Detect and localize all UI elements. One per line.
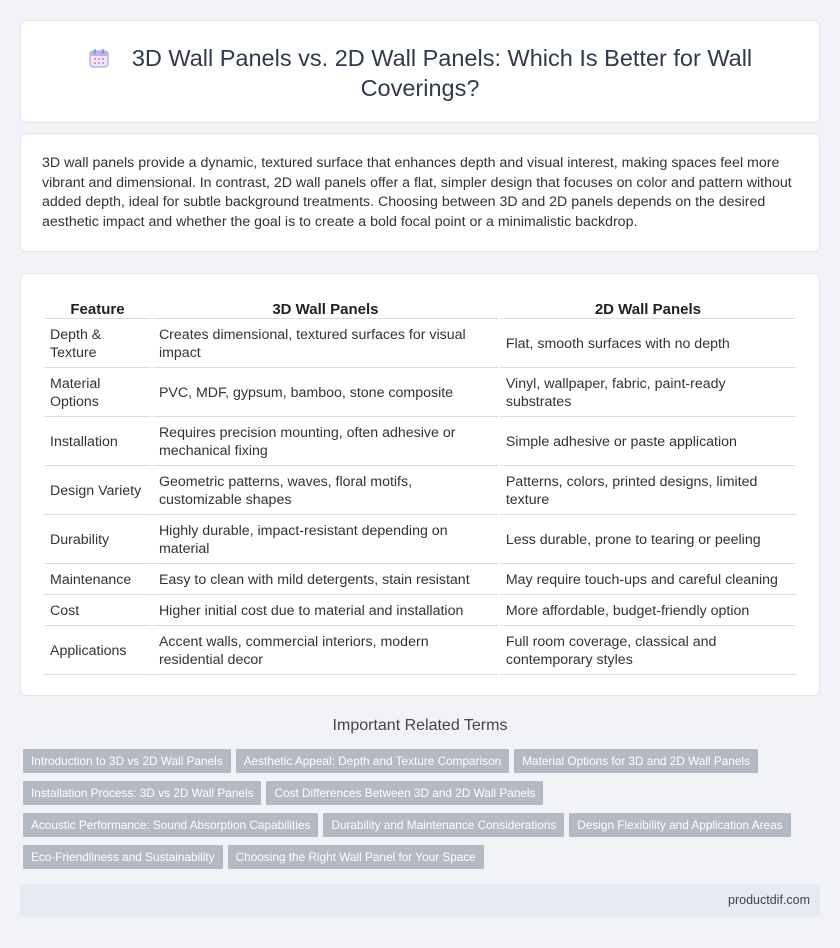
related-term-tag[interactable]: Eco-Friendliness and Sustainability xyxy=(23,845,223,869)
footer-site[interactable]: productdif.com xyxy=(728,893,810,907)
table-row xyxy=(44,628,796,675)
cell-3d: Higher initial cost due to material and installation xyxy=(153,597,498,626)
table-header-row xyxy=(44,297,796,319)
table-row xyxy=(44,517,796,564)
related-term-tag[interactable]: Introduction to 3D vs 2D Wall Panels xyxy=(23,749,231,773)
title-card xyxy=(20,20,820,123)
table-row xyxy=(44,468,796,515)
cell-3d: Accent walls, commercial interiors, modern residential decor xyxy=(153,628,498,675)
header-2d: 2D Wall Panels xyxy=(500,297,796,319)
tag-row xyxy=(23,749,823,781)
cell-3d: Easy to clean with mild detergents, stain resistant xyxy=(153,566,498,595)
cell-feature: Design Variety xyxy=(44,468,151,515)
cell-2d: Patterns, colors, printed designs, limited texture xyxy=(500,468,796,515)
related-term-tag[interactable]: Design Flexibility and Application Areas xyxy=(569,813,790,837)
table-row xyxy=(44,597,796,626)
tag-row xyxy=(23,845,823,877)
cell-2d: May require touch-ups and careful cleaning xyxy=(500,566,796,595)
table-row xyxy=(44,370,796,417)
cell-feature: Maintenance xyxy=(44,566,151,595)
related-term-tag[interactable]: Acoustic Performance: Sound Absorption Capabilities xyxy=(23,813,318,837)
cell-feature: Durability xyxy=(44,517,151,564)
intro-card xyxy=(20,133,820,252)
cell-2d: Full room coverage, classical and contemporary styles xyxy=(500,628,796,675)
cell-2d: Flat, smooth surfaces with no depth xyxy=(500,321,796,368)
cell-3d: Requires precision mounting, often adhesive or mechanical fixing xyxy=(153,419,498,466)
related-term-tag[interactable]: Cost Differences Between 3D and 2D Wall Panels xyxy=(266,781,543,805)
related-terms-title: Important Related Terms xyxy=(332,717,508,734)
cell-3d: Highly durable, impact-resistant depending on material xyxy=(153,517,498,564)
header-feature: Feature xyxy=(44,297,151,319)
table-row xyxy=(44,566,796,595)
cell-2d: Less durable, prone to tearing or peeling xyxy=(500,517,796,564)
page-title: 3D Wall Panels vs. 2D Wall Panels: Which Is Better for Wall Coverings? xyxy=(131,45,753,101)
related-term-tag[interactable]: Aesthetic Appeal: Depth and Texture Comparison xyxy=(236,749,510,773)
tag-row xyxy=(23,781,823,813)
cell-2d: Vinyl, wallpaper, fabric, paint-ready substrates xyxy=(500,370,796,417)
cell-feature: Installation xyxy=(44,419,151,466)
cell-feature: Cost xyxy=(44,597,151,626)
related-term-tag[interactable]: Installation Process: 3D vs 2D Wall Panels xyxy=(23,781,261,805)
related-term-tag[interactable]: Durability and Maintenance Considerations xyxy=(323,813,564,837)
comparison-card xyxy=(20,273,820,696)
cell-3d: Creates dimensional, textured surfaces for visual impact xyxy=(153,321,498,368)
related-terms-tags xyxy=(23,749,823,877)
header-3d: 3D Wall Panels xyxy=(153,297,498,319)
cell-2d: More affordable, budget-friendly option xyxy=(500,597,796,626)
page-title-wrap xyxy=(21,43,819,103)
cell-feature: Depth & Texture xyxy=(44,321,151,368)
cell-3d: PVC, MDF, gypsum, bamboo, stone composite xyxy=(153,370,498,417)
tag-row xyxy=(23,813,823,845)
cell-feature: Applications xyxy=(44,628,151,675)
footer xyxy=(20,884,820,917)
cell-feature: Material Options xyxy=(44,370,151,417)
intro-paragraph: 3D wall panels provide a dynamic, textured surface that enhances depth and visual interest, making spaces feel more vibrant and dimensional. In contrast, 2D wall panels offer a flat, simpler design that focuses on color and pattern without added depth, ideal for subtle background treatments. Choosing between 3D and 2D panels depends on the desired aesthetic impact and whether the goal is to create a bold focal point or a minimalistic backdrop. xyxy=(42,155,792,230)
table-row xyxy=(44,419,796,466)
table-row xyxy=(44,321,796,368)
comparison-table xyxy=(42,295,798,677)
cell-2d: Simple adhesive or paste application xyxy=(500,419,796,466)
related-term-tag[interactable]: Material Options for 3D and 2D Wall Panels xyxy=(514,749,758,773)
related-term-tag[interactable]: Choosing the Right Wall Panel for Your Space xyxy=(228,845,484,869)
cell-3d: Geometric patterns, waves, floral motifs, customizable shapes xyxy=(153,468,498,515)
calendar-icon xyxy=(88,47,110,69)
